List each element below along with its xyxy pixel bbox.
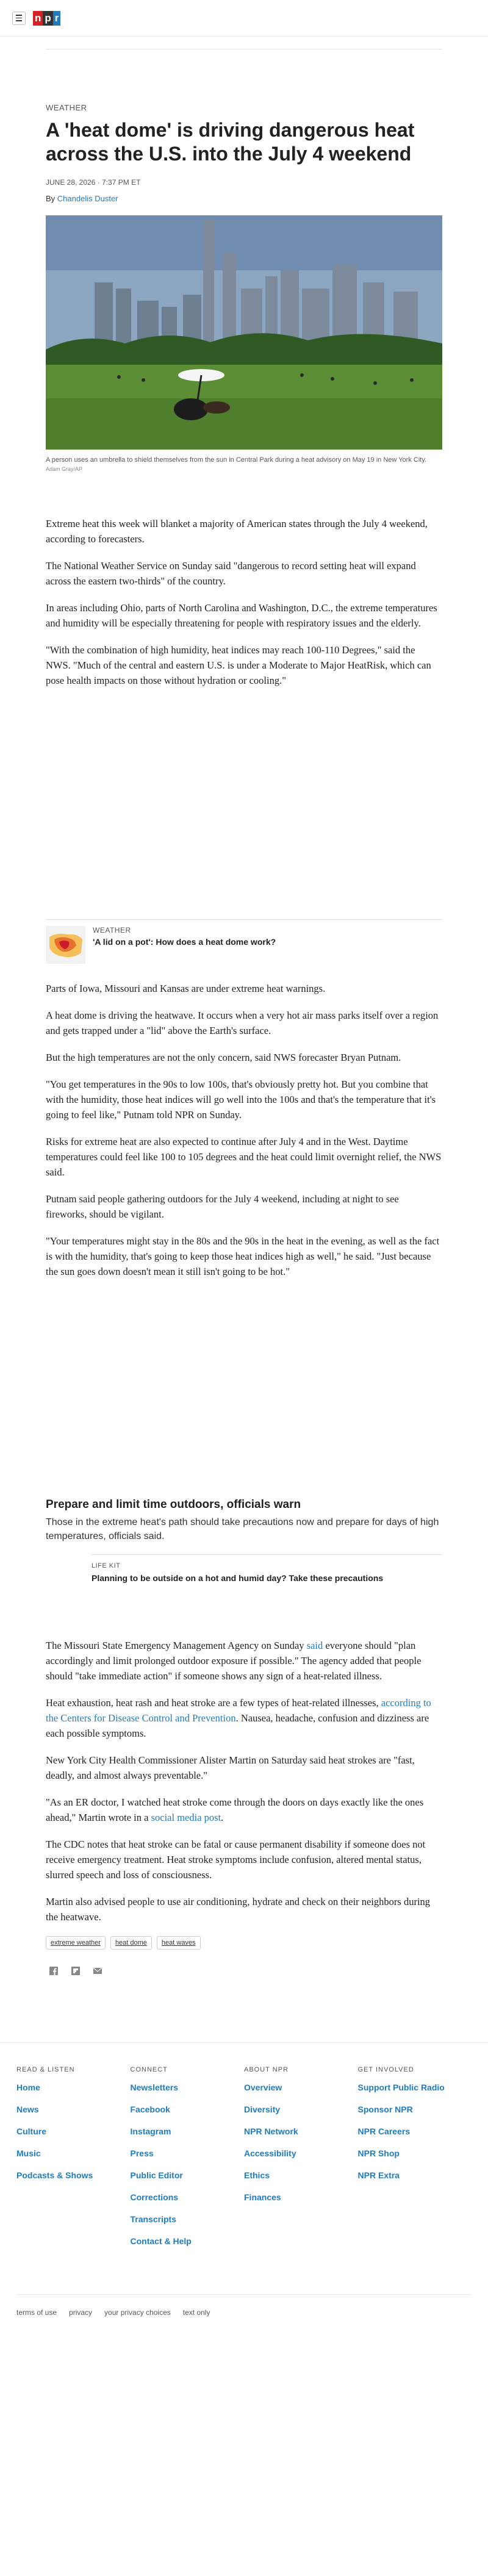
ad-space: [46, 700, 442, 919]
paragraph: [46, 1795, 442, 1825]
email-icon[interactable]: [93, 1967, 102, 1975]
paragraph: But the high temperatures are not the only concern, said NWS forecaster Bryan Putnam.: [46, 1052, 401, 1063]
photo-credit: Adam Gray/AP: [46, 466, 83, 472]
related-story[interactable]: [46, 919, 442, 964]
paragraph: "Your temperatures might stay in the 80s and the 90s in the heat in the evening, as well as the fact is with the humidity, that's going to keep those heat indices high as well," he said. "Just because the sun goes down doesn't mean it still isn't going to be hot.": [46, 1235, 440, 1277]
footer-legal-link[interactable]: terms of use: [16, 2308, 57, 2317]
section-subhead: Prepare and limit time outdoors, officials warn: [46, 1498, 301, 1511]
byline-prefix: By: [46, 194, 56, 203]
footer-link[interactable]: Contact & Help: [130, 2236, 192, 2246]
footer-heading: READ & LISTEN: [16, 2066, 75, 2073]
paragraph: "With the combination of high humidity, heat indices may reach 100-110 Degrees," said the NWS. "Much of the central and eastern U.S. is under a Moderate to Major HeatRisk, which can pose health impacts on those without hydration or cooling.": [46, 644, 431, 686]
footer-link[interactable]: News: [16, 2104, 39, 2114]
ad-space: [46, 1291, 442, 1498]
text: everyone should "plan accordingly and limit prolonged outdoor exposure if possible." The agency added that people should "take immediate action" if someone shows any sign of a heat-related illness.: [46, 1640, 422, 1682]
footer-column-get-involved: [358, 2066, 472, 2258]
publish-date: JUNE 28, 2026 · 7:37 PM ET: [46, 178, 141, 187]
paragraph: Risks for extreme heat are also expected to continue after July 4 and in the West. Daytime temperatures could feel like 100 to 105 degrees and the heat could limit overnight relief, the NWS said.: [46, 1136, 442, 1178]
footer-link[interactable]: Ethics: [244, 2170, 270, 2180]
footer-link[interactable]: Sponsor NPR: [357, 2104, 413, 2114]
footer-legal-link[interactable]: privacy: [69, 2308, 93, 2317]
author-link[interactable]: Chandelis Duster: [57, 194, 118, 203]
article-body: [46, 516, 442, 1925]
paragraph: The CDC notes that heat stroke can be fatal or cause permanent disability if someone does not receive emergency treatment. Heat stroke symptoms include confusion, altered mental status, slurred speech and loss of consciousness.: [46, 1839, 426, 1881]
said-link[interactable]: said: [306, 1640, 323, 1651]
footer-link[interactable]: Podcasts & Shows: [16, 2170, 93, 2180]
share-tools: [46, 1967, 442, 1975]
footer-heading: CONNECT: [130, 2066, 168, 2073]
paragraph: Extreme heat this week will blanket a majority of American states through the July 4 weekend, according to forecasters.: [46, 518, 428, 545]
footer-link[interactable]: NPR Careers: [357, 2126, 411, 2136]
social-media-post-link[interactable]: social media post: [151, 1812, 221, 1823]
paragraph: [46, 1695, 442, 1741]
footer-legal: [16, 2294, 472, 2331]
site-footer: [0, 2042, 488, 2331]
photo-illustration: [46, 215, 442, 450]
footer-link[interactable]: Diversity: [244, 2104, 281, 2114]
facebook-icon[interactable]: [49, 1967, 58, 1975]
footer-link[interactable]: Music: [16, 2148, 41, 2158]
footer-link[interactable]: Public Editor: [130, 2170, 183, 2180]
footer-legal-link[interactable]: your privacy choices: [104, 2308, 171, 2317]
text: The Missouri State Emergency Management Agency on Sunday: [46, 1640, 307, 1651]
paragraph: The National Weather Service on Sunday said "dangerous to record setting heat will expand across the eastern two-thirds" of the country.: [46, 560, 416, 587]
paragraph: In areas including Ohio, parts of North Carolina and Washington, D.C., the extreme temperatures and humidity will be especially threatening for people with respiratory issues and the elderly.: [46, 602, 437, 629]
related-story-label: WEATHER: [93, 926, 131, 935]
logo-letter-r: r: [53, 11, 61, 26]
related-story-thumbnail[interactable]: [46, 926, 85, 964]
footer-link[interactable]: Newsletters: [130, 2083, 179, 2092]
footer-link[interactable]: Support Public Radio: [357, 2083, 445, 2092]
tag[interactable]: heat dome: [110, 1936, 152, 1950]
footer-heading: ABOUT NPR: [244, 2066, 289, 2073]
flipboard-icon[interactable]: [71, 1967, 80, 1975]
article: [46, 49, 442, 1975]
text: Heat exhaustion, heat rash and heat stroke are a few types of heat-related illnesses,: [46, 1697, 381, 1709]
related-story-title[interactable]: 'A lid on a pot': How does a heat dome work?: [93, 937, 276, 947]
photo-caption: A person uses an umbrella to shield themselves from the sun in Central Park during a heat advisory on May 19 in New York City.: [46, 456, 427, 464]
paragraph: A heat dome is driving the heatwave. It occurs when a very hot air mass parks itself over a region and gets trapped under a "lid" above the Earth's surface.: [46, 1010, 439, 1036]
footer-link[interactable]: NPR Shop: [357, 2148, 400, 2158]
logo-letter-p: p: [43, 11, 52, 26]
footer-link[interactable]: Instagram: [130, 2126, 171, 2136]
tag[interactable]: heat waves: [157, 1936, 201, 1950]
text: .: [221, 1812, 224, 1823]
lead-photo: [46, 215, 442, 450]
paragraph: Putnam said people gathering outdoors for the July 4 weekend, including at night to see fireworks, should be vigilant.: [46, 1193, 399, 1220]
footer-column-connect: [131, 2066, 245, 2258]
cdc-link[interactable]: according to the Centers for Disease Control and Prevention: [46, 1697, 431, 1724]
paragraph: "You get temperatures in the 90s to low 100s, that's obviously pretty hot. But you combine that with the humidity, those heat indices will go well into the 100s and that's the temperature that it's going to feel like," Putnam told NPR on Sunday.: [46, 1078, 436, 1121]
section-label[interactable]: WEATHER: [46, 103, 87, 112]
tag-list: [46, 1936, 442, 1950]
logo-letter-n: n: [33, 11, 43, 26]
lifekit-title[interactable]: Planning to be outside on a hot and humid day? Take these precautions: [92, 1573, 384, 1583]
subhead-lead: Those in the extreme heat's path should take precautions now and prepare for days of high temperatures, officials said.: [46, 1517, 439, 1541]
footer-link[interactable]: Culture: [16, 2126, 46, 2136]
byline: [46, 194, 442, 203]
headline: A 'heat dome' is driving dangerous heat across the U.S. into the July 4 weekend: [46, 119, 415, 165]
site-header: [0, 0, 488, 37]
paragraph: Parts of Iowa, Missouri and Kansas are under extreme heat warnings.: [46, 983, 326, 994]
footer-link[interactable]: Transcripts: [130, 2214, 176, 2224]
text: "As an ER doctor, I watched heat stroke come through the doors on days exactly like the ones ahead," Martin wrote in a: [46, 1796, 424, 1823]
paragraph: New York City Health Commissioner Alister Martin on Saturday said heat strokes are "fast, deadly, and almost always preventable.": [46, 1754, 415, 1781]
footer-column-about: [244, 2066, 358, 2258]
footer-link[interactable]: Corrections: [130, 2192, 179, 2202]
hamburger-icon[interactable]: [12, 12, 26, 25]
footer-heading: GET INVOLVED: [357, 2066, 414, 2073]
footer-link[interactable]: NPR Network: [244, 2126, 298, 2136]
lifekit-label: LIFE KIT: [92, 1562, 121, 1570]
paragraph: [46, 1638, 442, 1684]
footer-link[interactable]: Finances: [244, 2192, 281, 2202]
text: . Nausea, headache, confusion and dizziness are each possible symptoms.: [46, 1712, 429, 1739]
heat-map-thumbnail-icon: [46, 926, 85, 964]
footer-columns: [0, 2042, 488, 2258]
footer-column-read-listen: [16, 2066, 131, 2258]
footer-legal-link[interactable]: text only: [182, 2308, 210, 2317]
footer-link[interactable]: NPR Extra: [357, 2170, 400, 2180]
footer-link[interactable]: Home: [16, 2083, 40, 2092]
paragraph: Martin also advised people to use air conditioning, hydrate and check on their neighbors during the heatwave.: [46, 1896, 431, 1923]
footer-link[interactable]: Press: [130, 2148, 154, 2158]
tag[interactable]: extreme weather: [46, 1936, 106, 1950]
footer-link[interactable]: Facebook: [130, 2104, 170, 2114]
npr-logo[interactable]: [33, 11, 60, 26]
lifekit-promo[interactable]: [92, 1554, 442, 1583]
footer-link[interactable]: Accessibility: [244, 2148, 296, 2158]
footer-link[interactable]: Overview: [244, 2083, 282, 2092]
